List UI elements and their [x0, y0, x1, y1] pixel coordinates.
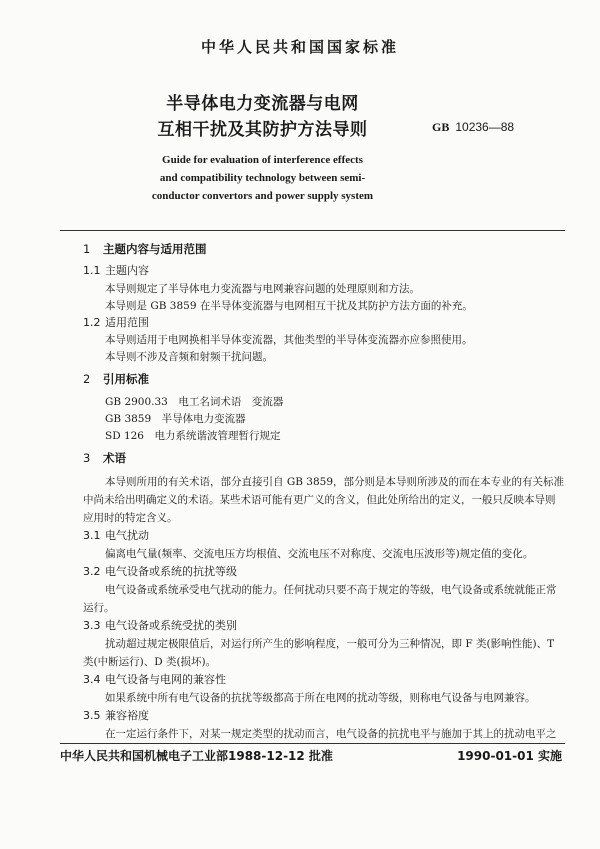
section-1-1-heading: 1.1 主题内容: [83, 264, 149, 277]
paragraph-line: 运行。: [83, 602, 115, 614]
paragraph-line: 扰动超过规定极限值后，对运行所产生的影响程度，一般可分为三种情况，即 F 类(影响性能)、T: [105, 638, 555, 650]
footer-divider: [60, 743, 565, 744]
effective-date: 1990-01-01 实施: [457, 749, 562, 763]
paragraph-line: 本导则所用的有关术语，部分直接引自 GB 3859，部分则是本导则所涉及的而在本专业的有关标准: [105, 476, 564, 488]
section-3-2-heading: 3.2 电气设备或系统的抗扰等级: [83, 565, 237, 578]
section-3-4-heading: 3.4 电气设备与电网的兼容性: [83, 673, 226, 686]
english-title-1: Guide for evaluation of interference effects: [162, 154, 363, 166]
section-3-5-heading: 3.5 兼容裕度: [83, 709, 149, 722]
reference-item: GB 3859 半导体电力变流器: [105, 413, 246, 425]
reference-item: SD 126 电力系统谐波管理暂行规定: [105, 430, 281, 442]
paragraph-line: 应用时的特定含义。: [83, 512, 178, 524]
english-title-2: and compatibility technology between semi-: [159, 172, 366, 184]
standard-number: 10236—88: [455, 120, 515, 134]
paragraph-line: 电气设备或系统承受电气扰动的能力。任何扰动只要不高于规定的等级，电气设备或系统就能正常: [105, 584, 557, 596]
section-2-heading: 2 引用标准: [83, 372, 149, 386]
approval-text: 中华人民共和国机械电子工业部1988-12-12 批准: [60, 749, 333, 763]
section-3-heading: 3 术语: [83, 451, 126, 465]
section-3-3-heading: 3.3 电气设备或系统受扰的类别: [83, 619, 237, 632]
reference-item: GB 2900.33 电工名词术语 变流器: [105, 396, 284, 408]
title-line-2: 互相干扰及其防护方法导则: [157, 120, 368, 140]
paragraph-line: 在一定运行条件下，对某一规定类型的扰动而言，电气设备的抗扰电平与施加于其上的扰动电平之: [105, 728, 557, 740]
document-header: 中华人民共和国国家标准: [200, 38, 399, 56]
header-divider: [60, 230, 565, 231]
paragraph-line: 类(中断运行)、D 类(损坏)。: [83, 656, 217, 668]
paragraph-line: 偏离电气量(频率、交流电压方均根值、交流电压不对称度、交流电压波形等)规定值的变化。: [105, 548, 534, 560]
paragraph-line: 本导则适用于电网换相半导体变流器，其他类型的半导体变流器亦应参照使用。: [105, 334, 473, 346]
section-1-heading: 1 主题内容与适用范围: [83, 242, 207, 256]
english-title-3: conductor convertors and power supply system: [151, 190, 374, 202]
section-3-1-heading: 3.1 电气扰动: [83, 529, 149, 542]
standard-prefix: GB: [432, 120, 450, 134]
paragraph-line: 本导则是 GB 3859 在半导体变流器与电网相互干扰及其防护方法方面的补充。: [105, 300, 473, 312]
paragraph-line: 本导则规定了半导体电力变流器与电网兼容问题的处理原则和方法。: [105, 283, 420, 295]
title-line-1: 半导体电力变流器与电网: [166, 94, 359, 114]
paragraph-line: 中尚未给出明确定义的术语。某些术语可能有更广义的含义，但此处所给出的定义，一般只反映本导则: [83, 494, 556, 506]
paragraph-line: 如果系统中所有电气设备的抗扰等级都高于所在电网的扰动等级，则称电气设备与电网兼容。: [105, 692, 536, 704]
section-1-2-heading: 1.2 适用范围: [83, 316, 149, 329]
paragraph-line: 本导则不涉及音频和射频干扰问题。: [105, 351, 273, 363]
standard-code: [432, 120, 514, 134]
